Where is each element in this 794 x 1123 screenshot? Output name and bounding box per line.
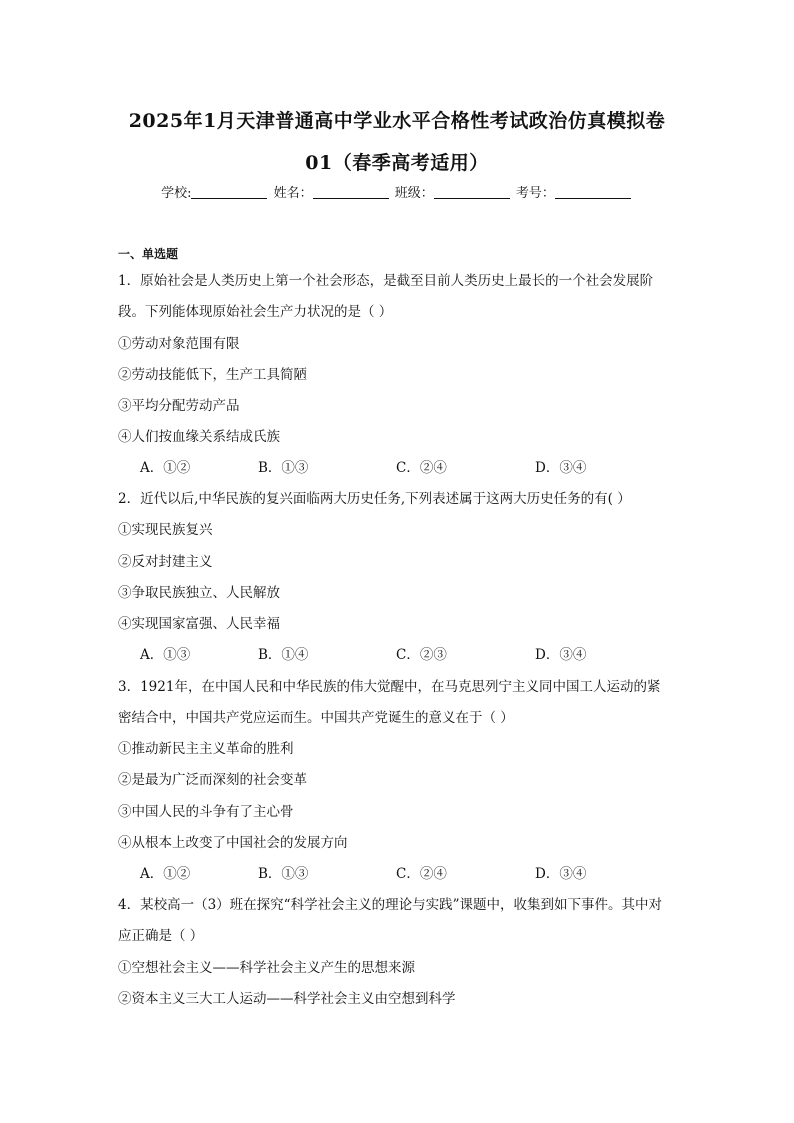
- q3-statement-3: ③中国人民的斗争有了主心骨: [118, 804, 294, 820]
- q1-stem-line2: 段。下列能体现原始社会生产力状况的是（ ）: [118, 304, 393, 320]
- q2-options: [140, 643, 660, 663]
- q3-option-b[interactable]: B．①③: [258, 866, 309, 882]
- q2-option-c[interactable]: C．②③: [396, 647, 447, 663]
- q2-statement-1: ①实现民族复兴: [118, 522, 213, 538]
- exam-title-line2: 01（春季高考适用）: [305, 152, 489, 174]
- q2-option-a[interactable]: A．①③: [140, 647, 191, 663]
- section-title: 一、单选题: [118, 247, 179, 261]
- q1-stem-line1: 1．原始社会是人类历史上第一个社会形态，是截至目前人类历史上最长的一个社会发展阶: [118, 273, 654, 289]
- q2-option-d[interactable]: D．③④: [535, 647, 587, 663]
- q3-statement-4: ④从根本上改变了中国社会的发展方向: [118, 835, 348, 851]
- q1-option-a[interactable]: A．①②: [140, 460, 191, 476]
- q1-statement-4: ④人们按血缘关系结成氏族: [118, 429, 280, 445]
- q1-option-b[interactable]: B．①③: [258, 460, 309, 476]
- q4-statement-2: ②资本主义三大工人运动——科学社会主义由空想到科学: [118, 991, 456, 1007]
- exam-number-blank[interactable]: [555, 198, 631, 199]
- q3-stem-line1: 3．1921年，在中国人民和中华民族的伟大觉醒中，在马克思列宁主义同中国工人运动的紧: [118, 679, 661, 695]
- q4-statement-1: ①空想社会主义——科学社会主义产生的思想来源: [118, 960, 415, 976]
- q1-option-d[interactable]: D．③④: [535, 460, 587, 476]
- student-info-line: [0, 182, 794, 201]
- school-blank[interactable]: [191, 198, 267, 199]
- q3-options: [140, 862, 660, 882]
- class-blank[interactable]: [434, 198, 510, 199]
- q2-statement-4: ④实现国家富强、人民幸福: [118, 616, 280, 632]
- q3-statement-1: ①推动新民主主义革命的胜利: [118, 741, 294, 757]
- q1-statement-1: ①劳动对象范围有限: [118, 336, 240, 352]
- q2-option-b[interactable]: B．①④: [258, 647, 309, 663]
- exam-title-line1: 2025年1月天津普通高中学业水平合格性考试政治仿真模拟卷: [128, 110, 666, 132]
- name-blank[interactable]: [313, 198, 389, 199]
- class-label: 班级：: [394, 186, 434, 201]
- q3-statement-2: ②是最为广泛而深刻的社会变革: [118, 772, 307, 788]
- q1-statement-2: ②劳动技能低下，生产工具简陋: [118, 367, 307, 383]
- q3-option-a[interactable]: A．①②: [140, 866, 191, 882]
- q1-options: [140, 456, 660, 476]
- q2-statement-3: ③争取民族独立、人民解放: [118, 585, 280, 601]
- exam-number-label: 考号：: [515, 186, 555, 201]
- q3-stem-line2: 密结合中，中国共产党应运而生。中国共产党诞生的意义在于（ ）: [118, 710, 514, 726]
- q3-option-c[interactable]: C．②④: [396, 866, 447, 882]
- q2-statement-2: ②反对封建主义: [118, 554, 213, 570]
- q2-stem-line1: 2．近代以后,中华民族的复兴面临两大历史任务,下列表述属于这两大历史任务的有( ）: [118, 491, 631, 507]
- q3-option-d[interactable]: D．③④: [535, 866, 587, 882]
- name-label: 姓名：: [273, 186, 313, 201]
- school-label: 学校:: [161, 186, 192, 201]
- q1-statement-3: ③平均分配劳动产品: [118, 398, 240, 414]
- q1-option-c[interactable]: C．②④: [396, 460, 447, 476]
- q4-stem-line1: 4．某校高一（3）班在探究“科学社会主义的理论与实践”课题中，收集到如下事件。其中对: [118, 897, 662, 913]
- q4-stem-line2: 应正确是（ ）: [118, 928, 204, 944]
